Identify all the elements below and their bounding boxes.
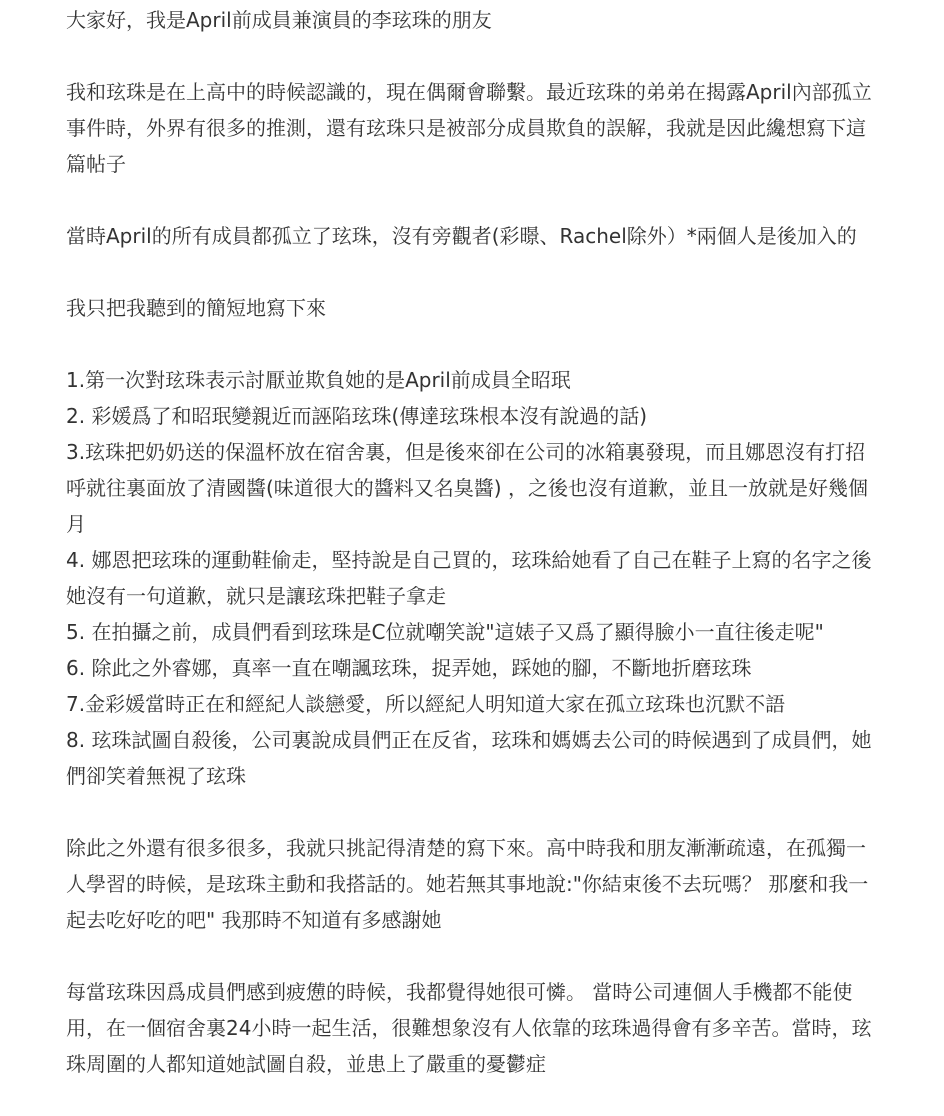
incident-list [66,362,878,794]
members-paragraph: 當時April的所有成員都孤立了玹珠，沒有旁觀者(彩暻、Rachel除外）*兩個人是後加入的 [66,224,857,248]
list-item: 6. 除此之外睿娜，真率一直在嘲諷玹珠，捉弄她，踩她的腳，不斷地折磨玹珠 [66,656,752,680]
summary-intro-paragraph: 我只把我聽到的簡短地寫下來 [66,296,326,320]
list-item: 1.第一次對玹珠表示討厭並欺負她的是April前成員全昭珉 [66,368,571,392]
paragraph-gap [66,938,878,974]
intro-paragraph: 大家好，我是April前成員兼演員的李玹珠的朋友 [66,8,492,32]
list-item: 5. 在拍攝之前，成員們看到玹珠是C位就嘲笑說"這婊子又爲了顯得臉小一直往後走呢" [66,620,824,644]
paragraph-gap [66,182,878,218]
list-item: 4. 娜恩把玹珠的運動鞋偷走，堅持說是自己買的，玹珠給她看了自己在鞋子上寫的名字之後她沒有一句道歉，就只是讓玹珠把鞋子拿走 [66,548,872,608]
post-body [66,2,878,1082]
memory-paragraph: 除此之外還有很多很多，我就只挑記得清楚的寫下來。高中時我和朋友漸漸疏遠，在孤獨一人學習的時候，是玹珠主動和我搭話的。她若無其事地說:"你結束後不去玩嗎？ 那麼和我一起去吃好吃的吧" 我那時不知道有多感謝她 [66,836,869,932]
paragraph-gap [66,254,878,290]
paragraph-gap [66,326,878,362]
paragraph-gap [66,38,878,74]
list-item: 8. 玹珠試圖自殺後，公司裏說成員們正在反省，玹珠和媽媽去公司的時候遇到了成員們，她們卻笑着無視了玹珠 [66,728,872,788]
list-item: 2. 彩媛爲了和昭珉變親近而誣陷玹珠(傳達玹珠根本沒有說過的話) [66,404,648,428]
background-paragraph: 我和玹珠是在上高中的時候認識的，現在偶爾會聯繫。最近玹珠的弟弟在揭露April內部孤立事件時，外界有很多的推測，還有玹珠只是被部分成員欺負的誤解，我就是因此纔想寫下這篇帖子 [66,80,872,176]
list-item: 7.金彩媛當時正在和經紀人談戀愛，所以經紀人明知道大家在孤立玹珠也沉默不語 [66,692,786,716]
closing-paragraph: 每當玹珠因爲成員們感到疲憊的時候，我都覺得她很可憐。 當時公司連個人手機都不能使用，在一個宿舍裏24小時一起生活，很難想象沒有人依靠的玹珠過得會有多辛苦。當時，玹珠周圍的人都知道她試圖自殺，並患上了嚴重的憂鬱症 [66,980,872,1076]
paragraph-gap [66,794,878,830]
list-item: 3.玹珠把奶奶送的保溫杯放在宿舍裏，但是後來卻在公司的冰箱裏發現，而且娜恩沒有打招呼就往裏面放了清國醬(味道很大的醬料又名臭醬) ，之後也沒有道歉，並且一放就是好幾個月 [66,440,868,536]
